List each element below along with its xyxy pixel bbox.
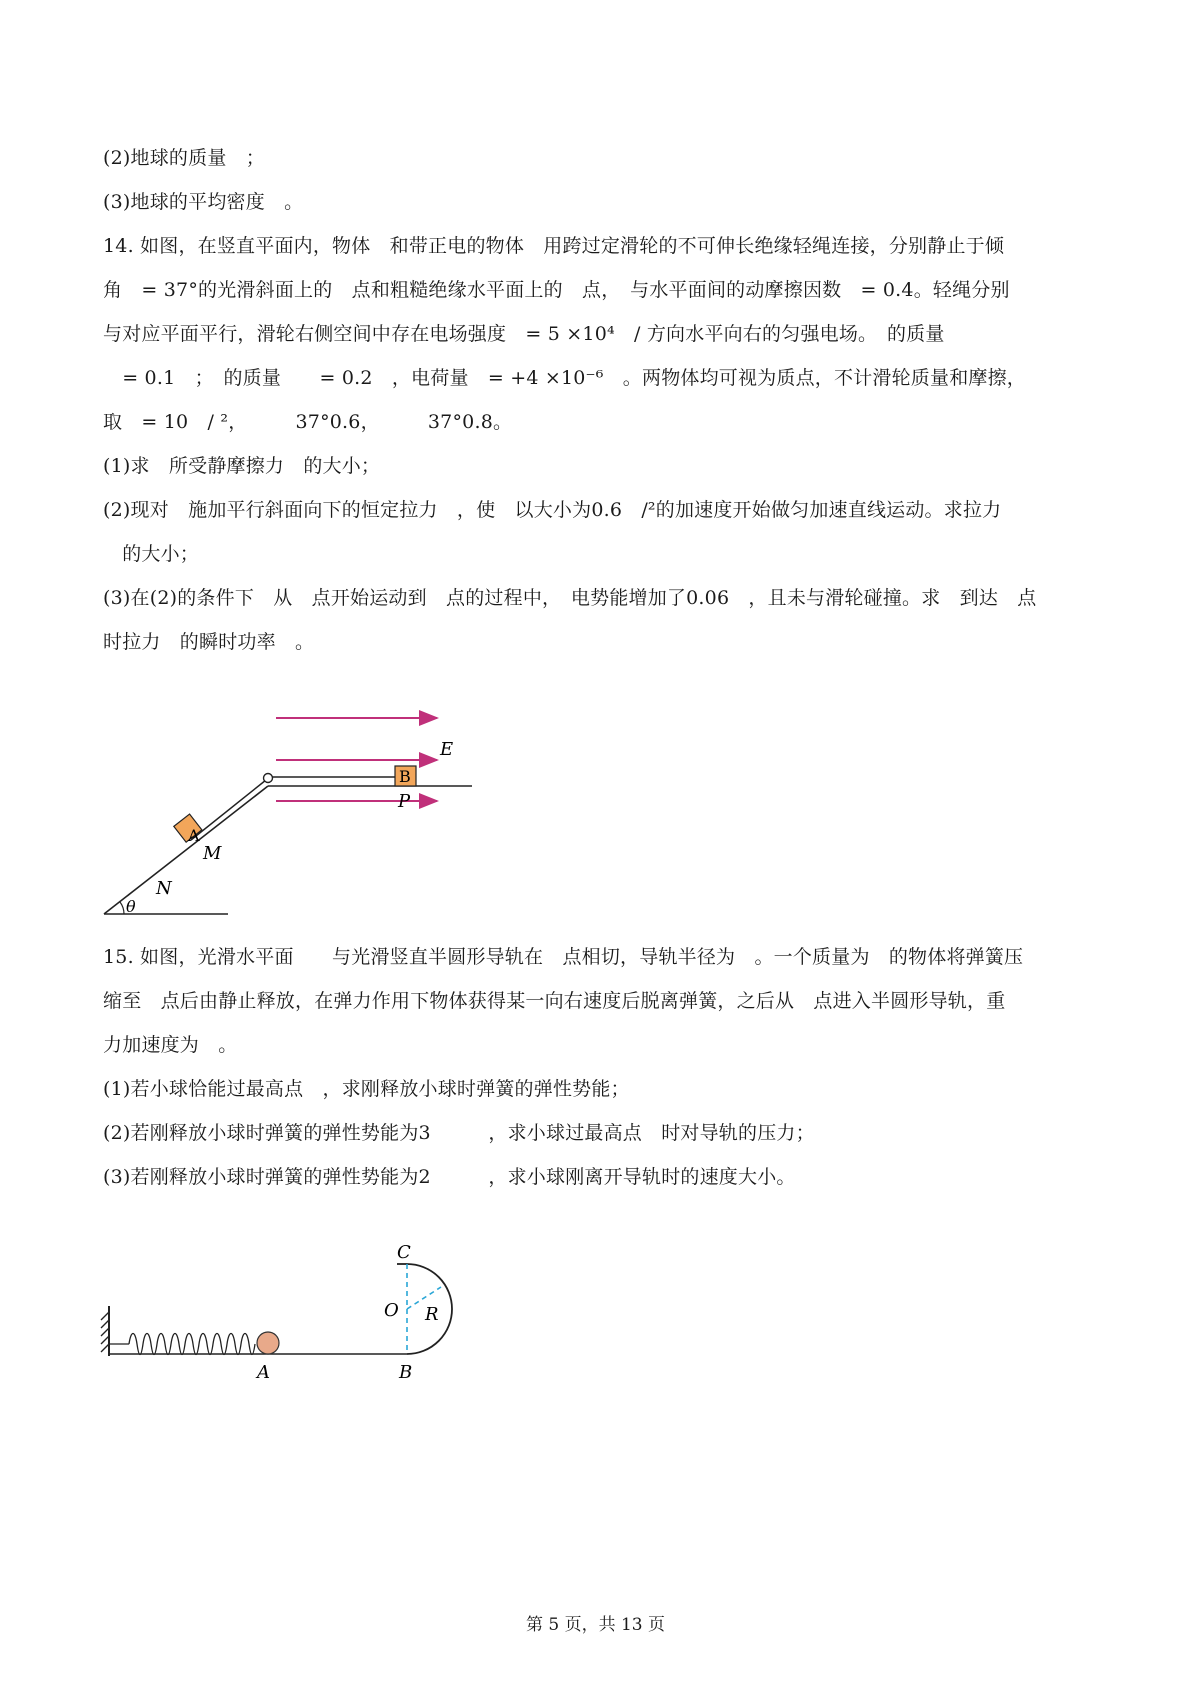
q14-part3-cont: 时拉力 的瞬时功率 。 xyxy=(103,631,315,653)
angle-arc xyxy=(120,902,124,914)
q14-line-3: 与对应平面平行，滑轮右侧空间中存在电场强度 = 5 ×10⁴ / 方向水平向右的匀强电场。 的质量 xyxy=(103,323,945,345)
wall-hatching xyxy=(101,1312,109,1352)
q15-line-3: 力加速度为 。 xyxy=(103,1034,238,1056)
q15-line-2: 缩至 点后由静止释放，在弹力作用下物体获得某一向右速度后脱离弹簧，之后从 点进入半圆形导轨，重 xyxy=(103,990,1006,1012)
q15-part1: (1)若小球恰能过最高点 ，求刚释放小球时弹簧的弹性势能； xyxy=(103,1078,630,1100)
label-c: C xyxy=(397,1242,411,1263)
incline-surface xyxy=(104,786,268,914)
q14-part2: (2)现对 施加平行斜面向下的恒定拉力 ，使 以大小为0.6 /²的加速度开始做匀加速直线运动。求拉力 xyxy=(103,499,1002,521)
q14-part2-cont: 的大小； xyxy=(103,543,200,565)
ball xyxy=(257,1332,279,1354)
label-p: P xyxy=(398,791,411,812)
label-b: B xyxy=(399,1362,413,1383)
label-theta: θ xyxy=(126,897,136,916)
q14-line-2: 角 = 37°的光滑斜面上的 点和粗糙绝缘水平面上的 点， 与水平面间的动摩擦因数 = 0.4。轻绳分别 xyxy=(103,279,1010,301)
q14-part3: (3)在(2)的条件下 从 点开始运动到 点的过程中， 电势能增加了0.06 ，且未与滑轮碰撞。求 到达 点 xyxy=(103,587,1037,609)
spring-icon xyxy=(109,1334,255,1355)
pulley-icon xyxy=(264,774,273,783)
page-footer: 第 5 页，共 13 页 xyxy=(525,1615,666,1635)
q15-figure xyxy=(95,1232,475,1392)
label-e: E xyxy=(440,739,454,760)
block-a-label: A xyxy=(188,826,200,845)
q14-figure xyxy=(90,700,510,930)
rope-incline xyxy=(191,780,266,840)
q14-line-4: = 0.1 ； 的质量 = 0.2 ，电荷量 = +4 ×10⁻⁶ 。两物体均可视为质点，不计滑轮质量和摩擦， xyxy=(103,367,1027,389)
label-m: M xyxy=(203,843,222,864)
q14-line-5: 取 = 10 / ²， 37°0.6， 37°0.8。 xyxy=(103,411,513,433)
q15-part2: (2)若刚释放小球时弹簧的弹性势能为3 ，求小球过最高点 时对导轨的压力； xyxy=(103,1122,815,1144)
label-r: R xyxy=(425,1304,439,1325)
q15-part3: (3)若刚释放小球时弹簧的弹性势能为2 ，求小球刚离开导轨时的速度大小。 xyxy=(103,1166,796,1188)
label-n: N xyxy=(156,878,172,899)
label-o: O xyxy=(384,1300,399,1321)
q14-line-1: 14. 如图，在竖直平面内，物体 和带正电的物体 用跨过定滑轮的不可伸长绝缘轻绳连接，分别静止于倾 xyxy=(103,235,1005,257)
q13-part2: (2)地球的质量 ； xyxy=(103,147,265,169)
q14-part1: (1)求 所受静摩擦力 的大小； xyxy=(103,455,381,477)
block-b-label: B xyxy=(399,767,411,786)
q13-part3: (3)地球的平均密度 。 xyxy=(103,191,304,213)
q15-line-1: 15. 如图，光滑水平面 与光滑竖直半圆形导轨在 点相切，导轨半径为 。一个质量为 的物体将弹簧压 xyxy=(103,946,1024,968)
label-a: A xyxy=(257,1362,270,1383)
